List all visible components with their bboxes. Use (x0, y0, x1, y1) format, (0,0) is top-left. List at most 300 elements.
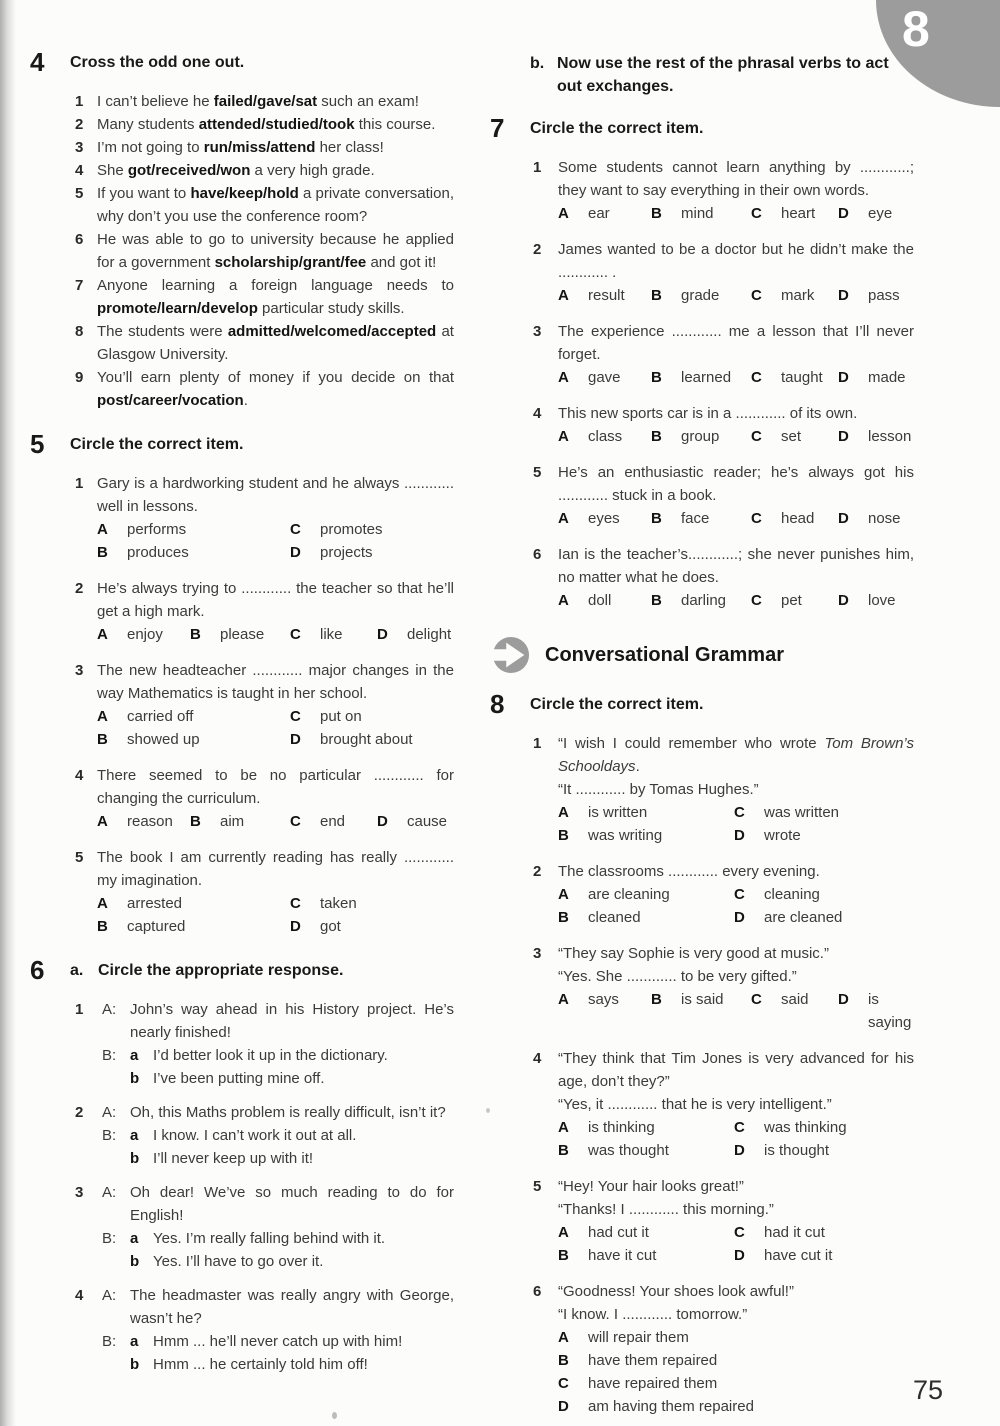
option-letter: B (97, 544, 108, 561)
response-text: I’ve been putting mine off. (153, 1070, 325, 1087)
item-number: 1 (75, 1001, 84, 1018)
option-text: was thinking (764, 1119, 847, 1136)
option-letter: C (734, 886, 745, 903)
option-letter: B (558, 1352, 569, 1369)
response-a (130, 1330, 454, 1353)
option-letter: D (734, 1247, 745, 1264)
option-text: set (781, 428, 802, 445)
option-letter: D (838, 369, 849, 386)
dialog-item (75, 1101, 454, 1170)
item-number: 2 (75, 580, 84, 597)
option-letter: C (751, 287, 762, 304)
question-text: The book I am currently reading has really ............ my imagination. (97, 849, 454, 889)
option-letter: A (97, 626, 108, 643)
question-text: “They think that Tim Jones is very advanced for his age, don’t they?” (558, 1050, 914, 1090)
option-d (734, 1139, 914, 1162)
item-body (558, 1280, 914, 1418)
response-letter: a (130, 1230, 139, 1247)
option-d (838, 589, 914, 612)
option-letter: D (377, 813, 388, 830)
option-text: delight (407, 626, 452, 643)
bold-text: have/keep/hold (190, 185, 299, 202)
option-text: pet (781, 592, 802, 609)
option-letter: C (290, 895, 301, 912)
options (558, 883, 914, 929)
item-number: 3 (75, 662, 84, 679)
options (97, 892, 454, 938)
option-letter: C (751, 205, 762, 222)
speaker-b-label: B: (102, 1127, 117, 1144)
bold-text: got/received/won (127, 162, 251, 179)
option-c (734, 801, 914, 824)
exercise-item (533, 732, 914, 847)
item-body (558, 461, 914, 530)
option-letter: B (651, 510, 662, 527)
option-text: is written (588, 804, 648, 821)
option-letter: B (651, 369, 662, 386)
item-text: Many students attended/studied/took this course. (97, 116, 436, 133)
dialog-item (75, 1284, 454, 1376)
item-body (97, 472, 454, 564)
item-body (558, 238, 914, 307)
speaker-a-label: A: (102, 1001, 117, 1018)
option-b (97, 541, 290, 564)
part-b-title: Now use the rest of the phrasal verbs to act out exchanges. (557, 55, 889, 95)
exercise-item (533, 320, 914, 389)
option-c (290, 518, 454, 541)
item-number: 9 (75, 369, 84, 386)
item-number: 5 (75, 185, 84, 202)
exercise-title: Circle the appropriate response. (98, 962, 344, 979)
conversational-grammar-header (492, 636, 914, 674)
option-a (558, 202, 651, 225)
response-text: Hmm ... he certainly told him off! (153, 1356, 368, 1373)
question-text: Some students cannot learn anything by ............; they want to say everything in their own words. (558, 159, 914, 199)
exercise-number: 7 (490, 113, 505, 143)
item-number: 2 (533, 863, 542, 880)
scan-speck (486, 1108, 490, 1113)
item-body (558, 860, 914, 929)
option-text: put on (320, 708, 362, 725)
responses (130, 1227, 454, 1273)
exercise-number: 5 (30, 429, 45, 459)
item-number: 8 (75, 323, 84, 340)
question-text: “I know. I ............ tomorrow.” (558, 1306, 748, 1323)
option-letter: A (97, 895, 108, 912)
option-c (751, 507, 838, 530)
prompt-text: Oh dear! We’ve so much reading to do for English! (130, 1184, 454, 1224)
option-letter: A (97, 813, 108, 830)
option-b (651, 425, 751, 448)
option-b (651, 284, 751, 307)
part-b-label: b. (530, 55, 545, 72)
option-text: had it cut (764, 1224, 825, 1241)
option-text: promotes (320, 521, 383, 538)
option-letter: D (734, 1142, 745, 1159)
response-text: Hmm ... he’ll never catch up with him! (153, 1333, 403, 1350)
option-text: is said (681, 991, 724, 1008)
item-text: You’ll earn plenty of money if you decide on that post/career/vocation. (97, 369, 454, 409)
options (558, 589, 914, 612)
option-text: class (588, 428, 623, 445)
question-text: Ian is the teacher’s............; she never punishes him, no matter what he does. (558, 546, 914, 586)
page-edge-shadow (0, 0, 16, 1426)
exercise-item (533, 860, 914, 929)
option-d (838, 366, 914, 389)
item-text: He was able to go to university because he applied for a government scholarship/grant/fee and got it! (97, 231, 454, 271)
option-letter: B (190, 813, 201, 830)
option-letter: C (558, 1375, 569, 1392)
option-text: eye (868, 205, 893, 222)
option-text: mind (681, 205, 714, 222)
item-body (97, 113, 454, 136)
option-b (97, 915, 290, 938)
item-number: 5 (75, 849, 84, 866)
response-b (130, 1250, 454, 1273)
question-text: There seemed to be no particular ............ for changing the curriculum. (97, 767, 454, 807)
option-a (97, 892, 290, 915)
option-text: projects (320, 544, 373, 561)
item-body (97, 320, 454, 366)
options (558, 425, 914, 448)
bold-text: attended/studied/took (198, 116, 355, 133)
option-a (558, 366, 651, 389)
option-c (290, 810, 377, 833)
item-body (97, 846, 454, 938)
exercise-number: 4 (30, 47, 45, 77)
option-text: was thought (588, 1142, 669, 1159)
option-letter: A (558, 1119, 569, 1136)
item-body (558, 402, 914, 448)
option-letter: B (190, 626, 201, 643)
exercise-4-header (30, 47, 454, 77)
option-text: performs (127, 521, 187, 538)
option-a (558, 801, 734, 824)
speaker-a-label: A: (102, 1184, 117, 1201)
exercise-item (75, 472, 454, 564)
response-letter: b (130, 1150, 140, 1167)
option-a (558, 507, 651, 530)
response-letter: b (130, 1253, 140, 1270)
option-letter: A (558, 991, 569, 1008)
option-letter: C (751, 991, 762, 1008)
option-text: group (681, 428, 720, 445)
bold-text: admitted/welcomed/accepted (227, 323, 437, 340)
option-letter: A (558, 510, 569, 527)
exercise-item (75, 90, 454, 113)
options (558, 202, 914, 225)
item-number: 6 (75, 231, 84, 248)
exercise-item (75, 577, 454, 646)
exercise-item (75, 228, 454, 274)
option-d (838, 284, 914, 307)
option-c (751, 366, 838, 389)
item-body (97, 90, 454, 113)
option-d (290, 915, 454, 938)
part-b-header (530, 52, 914, 98)
item-body (97, 366, 454, 412)
option-b (651, 366, 751, 389)
question-text: “Hey! Your hair looks great!” (558, 1178, 744, 1195)
option-d (734, 1244, 914, 1267)
question-text: The experience ............ me a lesson that I’ll never forget. (558, 323, 914, 363)
option-letter: A (558, 1224, 569, 1241)
option-c (751, 589, 838, 612)
exercise-8-header (490, 689, 914, 719)
option-a (558, 988, 651, 1034)
options (558, 988, 914, 1034)
response-letter: b (130, 1070, 140, 1087)
option-d (377, 623, 454, 646)
item-body (97, 136, 454, 159)
option-b (558, 1139, 734, 1162)
item-body (97, 274, 454, 320)
option-letter: D (838, 428, 849, 445)
option-text: is saying (868, 991, 912, 1031)
exercise-item (533, 238, 914, 307)
item-body (97, 182, 454, 228)
option-text: have them repaired (588, 1352, 718, 1369)
option-c (734, 1116, 914, 1139)
item-body (558, 156, 914, 225)
option-letter: A (558, 804, 569, 821)
conversational-grammar-title: Conversational Grammar (545, 643, 784, 666)
item-body (558, 1175, 914, 1267)
item-number: 2 (75, 1104, 84, 1121)
item-number: 4 (533, 1050, 542, 1067)
option-text: reason (127, 813, 173, 830)
bold-text: post/career/vocation (97, 392, 244, 409)
option-c (290, 705, 454, 728)
option-letter: A (558, 886, 569, 903)
speaker-b-label: B: (102, 1230, 117, 1247)
bold-text: failed/gave/sat (213, 93, 318, 110)
option-letter: B (558, 909, 569, 926)
exercise-4-items (75, 90, 454, 412)
exercise-item (75, 659, 454, 751)
exercise-item (75, 159, 454, 182)
option-text: result (588, 287, 625, 304)
item-text: Anyone learning a foreign language needs to promote/learn/develop particular study skills. (97, 277, 454, 317)
option-letter: B (651, 991, 662, 1008)
exercise-item (75, 846, 454, 938)
item-number: 1 (533, 159, 542, 176)
option-letter: D (377, 626, 388, 643)
exercise-item (533, 1175, 914, 1267)
item-body (558, 1047, 914, 1162)
option-text: will repair them (588, 1329, 689, 1346)
dialog-item (75, 998, 454, 1090)
prompt-text: Oh, this Maths problem is really difficult, isn’t it? (130, 1104, 446, 1121)
option-letter: A (558, 428, 569, 445)
option-letter: C (290, 521, 301, 538)
item-number: 1 (75, 93, 84, 110)
option-text: carried off (127, 708, 194, 725)
exercise-item (533, 942, 914, 1034)
option-text: taught (781, 369, 823, 386)
option-text: had cut it (588, 1224, 649, 1241)
exercise-8-items (533, 732, 914, 1418)
exercise-4 (30, 47, 454, 412)
option-text: pass (868, 287, 900, 304)
item-number: 7 (75, 277, 84, 294)
item-body (558, 942, 914, 1034)
response-text: Yes. I’m really falling behind with it. (153, 1230, 386, 1247)
response-text: Yes. I’ll have to go over it. (153, 1253, 324, 1270)
exercise-item (533, 156, 914, 225)
option-text: nose (868, 510, 901, 527)
option-text: cleaned (588, 909, 641, 926)
option-d (290, 728, 454, 751)
italic-text: Tom Brown’s Schooldays (558, 735, 914, 775)
item-number: 1 (75, 475, 84, 492)
option-text: says (588, 991, 619, 1008)
exercise-number: 8 (490, 689, 505, 719)
option-text: are cleaned (764, 909, 843, 926)
item-number: 2 (533, 241, 542, 258)
option-letter: D (290, 918, 301, 935)
exercise-item (533, 543, 914, 612)
option-b (558, 1349, 914, 1372)
option-a (558, 1116, 734, 1139)
exercise-6-items (75, 998, 454, 1376)
option-text: like (320, 626, 343, 643)
arrow-right-circle-icon (492, 636, 530, 674)
response-letter: a (130, 1127, 139, 1144)
option-text: produces (127, 544, 189, 561)
option-letter: C (290, 708, 301, 725)
option-text: end (320, 813, 346, 830)
question-text: “It ............ by Tomas Hughes.” (558, 781, 759, 798)
response-a (130, 1227, 454, 1250)
option-letter: D (290, 544, 301, 561)
question-text: “Thanks! I ............ this morning.” (558, 1201, 774, 1218)
response-text: I’d better look it up in the dictionary. (153, 1047, 388, 1064)
exercise-6 (30, 955, 454, 1376)
option-c (734, 1221, 914, 1244)
option-a (97, 518, 290, 541)
item-number: 3 (533, 945, 542, 962)
option-letter: C (751, 369, 762, 386)
option-text: captured (127, 918, 186, 935)
option-letter: D (290, 731, 301, 748)
exercise-item (75, 320, 454, 366)
option-a (558, 589, 651, 612)
item-number: 4 (533, 405, 542, 422)
item-text: The students were admitted/welcomed/accepted at Glasgow University. (97, 323, 454, 363)
option-a (97, 810, 190, 833)
option-b (190, 623, 290, 646)
option-text: taken (320, 895, 357, 912)
speaker-b-label: B: (102, 1333, 117, 1350)
option-c (751, 284, 838, 307)
option-text: got (320, 918, 341, 935)
options (97, 623, 454, 646)
item-number: 6 (533, 546, 542, 563)
bold-text: run/miss/attend (203, 139, 316, 156)
options (558, 1221, 914, 1267)
option-letter: D (734, 909, 745, 926)
option-text: enjoy (127, 626, 163, 643)
options (558, 284, 914, 307)
options (97, 810, 454, 833)
option-b (190, 810, 290, 833)
option-text: is thought (764, 1142, 830, 1159)
option-letter: B (558, 1247, 569, 1264)
option-text: grade (681, 287, 720, 304)
option-letter: C (734, 804, 745, 821)
option-text: showed up (127, 731, 200, 748)
option-text: doll (588, 592, 612, 609)
item-number: 3 (75, 1184, 84, 1201)
option-text: darling (681, 592, 727, 609)
options (558, 507, 914, 530)
exercise-5-items (75, 472, 454, 938)
exercise-item (75, 366, 454, 412)
exercise-6-header (30, 955, 454, 985)
question-text: Gary is a hardworking student and he always ............ well in lessons. (97, 475, 454, 515)
option-text: cause (407, 813, 448, 830)
option-b (97, 728, 290, 751)
option-d (838, 202, 914, 225)
option-letter: D (734, 827, 745, 844)
exercise-8 (490, 689, 914, 1418)
option-letter: C (290, 626, 301, 643)
item-body (97, 577, 454, 646)
option-text: head (781, 510, 815, 527)
response-letter: b (130, 1356, 140, 1373)
option-text: said (781, 991, 809, 1008)
option-letter: A (558, 1329, 569, 1346)
exercise-title: Cross the odd one out. (70, 54, 245, 71)
question-text: “Goodness! Your shoes look awful!” (558, 1283, 794, 1300)
item-number: 2 (75, 116, 84, 133)
left-column (30, 47, 454, 1418)
option-b (651, 988, 751, 1034)
option-letter: B (558, 1142, 569, 1159)
option-c (290, 623, 377, 646)
option-b (651, 202, 751, 225)
item-number: 4 (75, 1287, 84, 1304)
options (558, 1326, 914, 1418)
option-d (734, 906, 914, 929)
option-text: wrote (764, 827, 801, 844)
option-text: have repaired them (588, 1375, 718, 1392)
option-text: eyes (588, 510, 620, 527)
option-c (751, 202, 838, 225)
question-text: “They say Sophie is very good at music.” (558, 945, 829, 962)
item-text: She got/received/won a very high grade. (97, 162, 375, 179)
exercise-item (75, 113, 454, 136)
question-text: This new sports car is in a ............ of its own. (558, 405, 858, 422)
option-text: brought about (320, 731, 413, 748)
option-d (838, 425, 914, 448)
option-letter: A (558, 205, 569, 222)
option-d (377, 810, 454, 833)
exercise-number: 6 (30, 955, 45, 985)
options (97, 518, 454, 564)
exercise-7-items (533, 156, 914, 612)
response-letter: a (130, 1333, 139, 1350)
unit-number: 8 (902, 1, 930, 57)
option-a (558, 1221, 734, 1244)
exercise-item (75, 182, 454, 228)
option-text: arrested (127, 895, 183, 912)
speaker-b-label: B: (102, 1047, 117, 1064)
question-text: He’s always trying to ............ the teacher so that he’ll get a high mark. (97, 580, 454, 620)
option-text: was written (764, 804, 840, 821)
responses (130, 1044, 454, 1090)
